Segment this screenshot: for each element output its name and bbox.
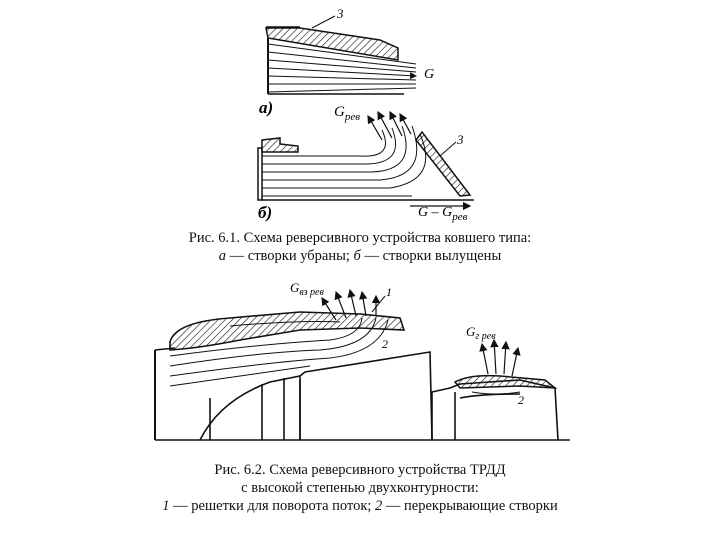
inner-nozzle-cowl [455, 376, 555, 394]
figure-2-diagram [0, 275, 720, 450]
subfigure-b [258, 104, 474, 223]
outer-reverse-flow-label: $G_{вз рев}$ [290, 280, 324, 298]
figure-2-caption-line-1: Рис. 6.2. Схема реверсивного устройства ТРДД [214, 462, 506, 478]
figure-1-caption-line-1: Рис. 6.1. Схема реверсивного устройства ковшего типа: [188, 230, 532, 246]
figure-2-caption-line-2: с высокой степенью двухконтурности: [241, 480, 479, 496]
part-label-2-inner: 2 [518, 393, 524, 407]
engine-outer-nacelle [155, 312, 404, 440]
exit-flow-label-b: G – $G_{рев}$ [418, 205, 468, 223]
leader-line-1 [372, 296, 385, 312]
part-label-2-outer: 2 [382, 337, 388, 351]
part-label-3a: 3 [337, 6, 344, 21]
figure-2-caption-line-3: 1 — решетки для поворота поток; 2 — перекрывающие створки [162, 498, 558, 514]
flow-label-a: G [424, 67, 435, 82]
flow-streamlines-b [262, 126, 426, 196]
figure-1-caption-line-2: а — створки убраны; б — створки вылущены [218, 248, 502, 264]
subfigure-a-tag: а) [259, 98, 274, 117]
part-label-1: 1 [386, 285, 392, 299]
subfigure-a [259, 6, 434, 117]
figure-1-diagram [0, 0, 720, 225]
figure-2-caption [0, 461, 720, 515]
inner-reverse-flow-label: $G_{г рев}$ [466, 324, 496, 342]
reversed-flow-arrows-inner [482, 340, 518, 376]
leader-line-3a [312, 16, 335, 28]
leader-line-3b [440, 142, 456, 156]
reverse-flow-label-b: $G_{рев}$ [334, 104, 361, 123]
nozzle-shell-b [258, 132, 470, 200]
figure-1-caption [0, 229, 720, 265]
subfigure-b-tag: б) [258, 203, 273, 222]
part-label-3b: 3 [457, 132, 464, 147]
